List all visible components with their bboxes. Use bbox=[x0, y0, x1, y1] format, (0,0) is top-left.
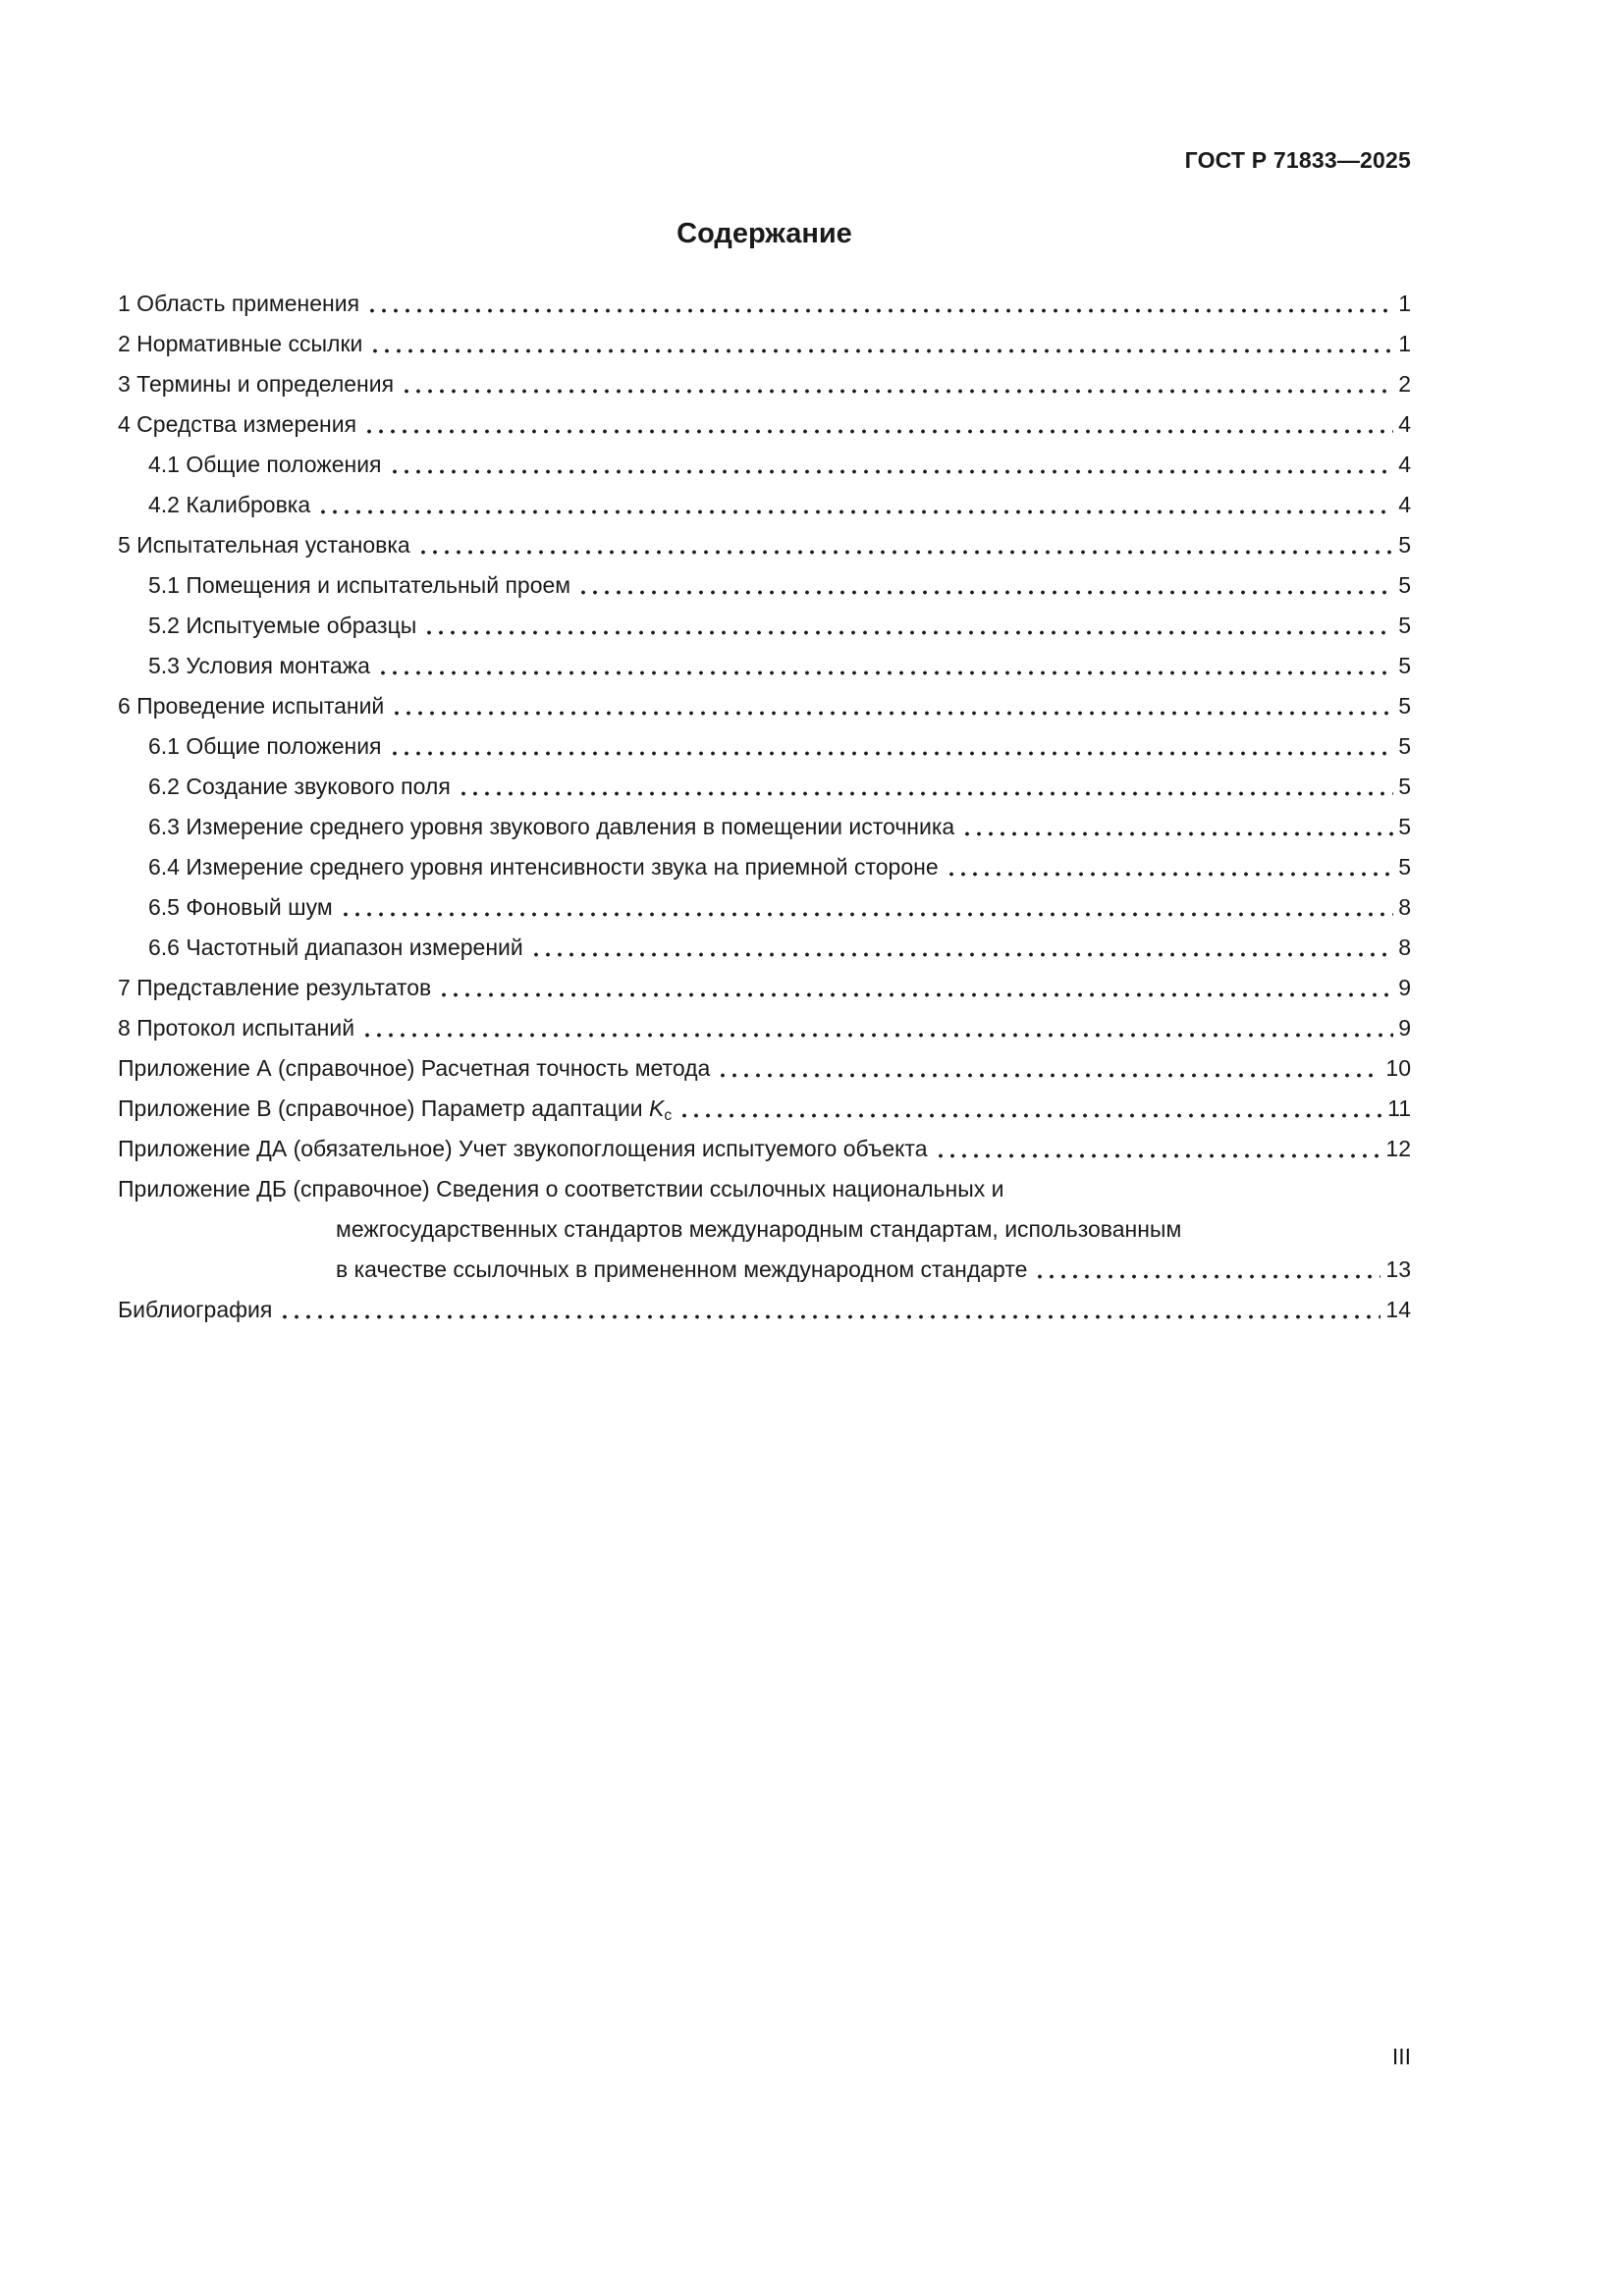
toc-entry-label: 3 Термины и определения bbox=[118, 371, 395, 397]
dot-leader bbox=[1034, 1250, 1380, 1290]
table-of-contents bbox=[118, 284, 1411, 1330]
toc-page-number: 8 bbox=[1398, 934, 1411, 960]
toc-row bbox=[118, 1129, 1411, 1169]
toc-page-number: 5 bbox=[1398, 572, 1411, 598]
toc-row bbox=[118, 1169, 1411, 1209]
toc-entry-label: 4.2 Калибровка bbox=[148, 492, 311, 517]
toc-entry-label: 4.1 Общие положения bbox=[148, 452, 382, 477]
toc-page-number: 5 bbox=[1398, 613, 1411, 638]
page-title: Содержание bbox=[677, 218, 852, 249]
toc-entry-label: 5.3 Условия монтажа bbox=[148, 653, 370, 678]
toc-row bbox=[118, 1008, 1411, 1048]
toc-row bbox=[118, 606, 1411, 646]
toc-row bbox=[118, 324, 1411, 364]
dot-leader bbox=[279, 1290, 1380, 1330]
toc-entry-label: Приложение ДА (обязательное) Учет звукопоглощения испытуемого объекта bbox=[118, 1136, 928, 1161]
toc-row bbox=[118, 284, 1411, 324]
toc-entry-label: 1 Область применения bbox=[118, 291, 360, 316]
dot-leader bbox=[717, 1048, 1380, 1089]
toc-row bbox=[118, 565, 1411, 606]
toc-entry-label: 5 Испытательная установка bbox=[118, 532, 410, 558]
dot-leader bbox=[417, 525, 1394, 565]
toc-entry-label: 6.5 Фоновый шум bbox=[148, 894, 333, 920]
toc-page-number: 1 bbox=[1398, 291, 1411, 316]
toc-row bbox=[118, 767, 1411, 807]
dot-leader bbox=[935, 1129, 1381, 1169]
toc-row bbox=[118, 1290, 1411, 1330]
toc-entry-label: 5.2 Испытуемые образцы bbox=[148, 613, 417, 638]
toc-entry-label: 6.2 Создание звукового поля bbox=[148, 774, 451, 799]
dot-leader bbox=[678, 1089, 1382, 1129]
toc-entry-label: 5.1 Помещения и испытательный проем bbox=[148, 572, 571, 598]
dot-leader bbox=[423, 606, 1393, 646]
toc-page-number: 5 bbox=[1398, 854, 1411, 880]
toc-entry-label: 4 Средства измерения bbox=[118, 411, 357, 437]
dot-leader bbox=[377, 646, 1393, 686]
toc-row bbox=[118, 847, 1411, 887]
dot-leader bbox=[530, 928, 1393, 968]
toc-entry-label: Приложение В (справочное) Параметр адаптации $K_c$ bbox=[118, 1095, 673, 1125]
toc-row bbox=[118, 1209, 1411, 1250]
toc-page-number: 1 bbox=[1398, 331, 1411, 356]
dot-leader bbox=[961, 807, 1393, 847]
toc-entry-label: 2 Нормативные ссылки bbox=[118, 331, 363, 356]
toc-page-number: 5 bbox=[1398, 693, 1411, 719]
toc-page-number: 5 bbox=[1398, 532, 1411, 558]
dot-leader bbox=[577, 565, 1393, 606]
toc-row bbox=[118, 807, 1411, 847]
toc-page-number: 4 bbox=[1398, 492, 1411, 517]
toc-page-number: 13 bbox=[1385, 1256, 1411, 1282]
dot-leader bbox=[458, 767, 1393, 807]
toc-row bbox=[118, 525, 1411, 565]
dot-leader bbox=[391, 686, 1393, 726]
toc-page-number: 9 bbox=[1398, 1015, 1411, 1041]
toc-row bbox=[118, 686, 1411, 726]
toc-page-number: 5 bbox=[1398, 653, 1411, 678]
toc-entry-label: 7 Представление результатов bbox=[118, 975, 432, 1000]
toc-page-number: 9 bbox=[1398, 975, 1411, 1000]
toc-page-number: 5 bbox=[1398, 814, 1411, 839]
toc-entry-label: 6.1 Общие положения bbox=[148, 733, 382, 759]
toc-row bbox=[118, 404, 1411, 445]
dot-leader bbox=[389, 726, 1394, 767]
toc-page-number: 8 bbox=[1398, 894, 1411, 920]
dot-leader bbox=[401, 364, 1393, 404]
toc-entry-label: в качестве ссылочных в примененном международном стандарте bbox=[336, 1256, 1028, 1282]
toc-entry-label: Библиография bbox=[118, 1297, 273, 1322]
dot-leader bbox=[389, 445, 1394, 485]
toc-page-number: 4 bbox=[1398, 411, 1411, 437]
toc-page-number: 4 bbox=[1398, 452, 1411, 477]
toc-page-number: 5 bbox=[1398, 774, 1411, 799]
toc-row bbox=[118, 928, 1411, 968]
toc-row bbox=[118, 1089, 1411, 1129]
toc-entry-label: 6.3 Измерение среднего уровня звукового давления в помещении источника bbox=[148, 814, 955, 839]
toc-row bbox=[118, 646, 1411, 686]
toc-entry-label: 8 Протокол испытаний bbox=[118, 1015, 355, 1041]
toc-page-number: 12 bbox=[1385, 1136, 1411, 1161]
dot-leader bbox=[946, 847, 1394, 887]
toc-entry-label: 6 Проведение испытаний bbox=[118, 693, 385, 719]
toc-row bbox=[118, 445, 1411, 485]
toc-entry-label: межгосударственных стандартов международным стандартам, использованным bbox=[336, 1216, 1182, 1242]
dot-leader bbox=[340, 887, 1394, 928]
toc-row bbox=[118, 968, 1411, 1008]
toc-page-number: 2 bbox=[1398, 371, 1411, 397]
toc-row bbox=[118, 364, 1411, 404]
toc-page-number: 5 bbox=[1398, 733, 1411, 759]
toc-entry-label: 6.4 Измерение среднего уровня интенсивности звука на приемной стороне bbox=[148, 854, 939, 880]
toc-row bbox=[118, 1048, 1411, 1089]
toc-entry-label: Приложение А (справочное) Расчетная точность метода bbox=[118, 1055, 711, 1081]
toc-row bbox=[118, 726, 1411, 767]
toc-row bbox=[118, 1250, 1411, 1290]
toc-page-number: 10 bbox=[1385, 1055, 1411, 1081]
toc-page-number: 14 bbox=[1385, 1297, 1411, 1322]
standard-number-header: ГОСТ Р 71833—2025 bbox=[1184, 147, 1411, 173]
toc-row bbox=[118, 887, 1411, 928]
footer-page-number: III bbox=[1391, 2044, 1411, 2069]
dot-leader bbox=[366, 284, 1393, 324]
toc-entry-label: Приложение ДБ (справочное) Сведения о соответствии ссылочных национальных и bbox=[118, 1176, 1004, 1201]
dot-leader bbox=[363, 404, 1393, 445]
dot-leader bbox=[317, 485, 1393, 525]
toc-page-number: 11 bbox=[1387, 1095, 1411, 1121]
toc-entry-label: 6.6 Частотный диапазон измерений bbox=[148, 934, 523, 960]
dot-leader bbox=[438, 968, 1393, 1008]
toc-row bbox=[118, 485, 1411, 525]
dot-leader bbox=[361, 1008, 1393, 1048]
dot-leader bbox=[369, 324, 1393, 364]
